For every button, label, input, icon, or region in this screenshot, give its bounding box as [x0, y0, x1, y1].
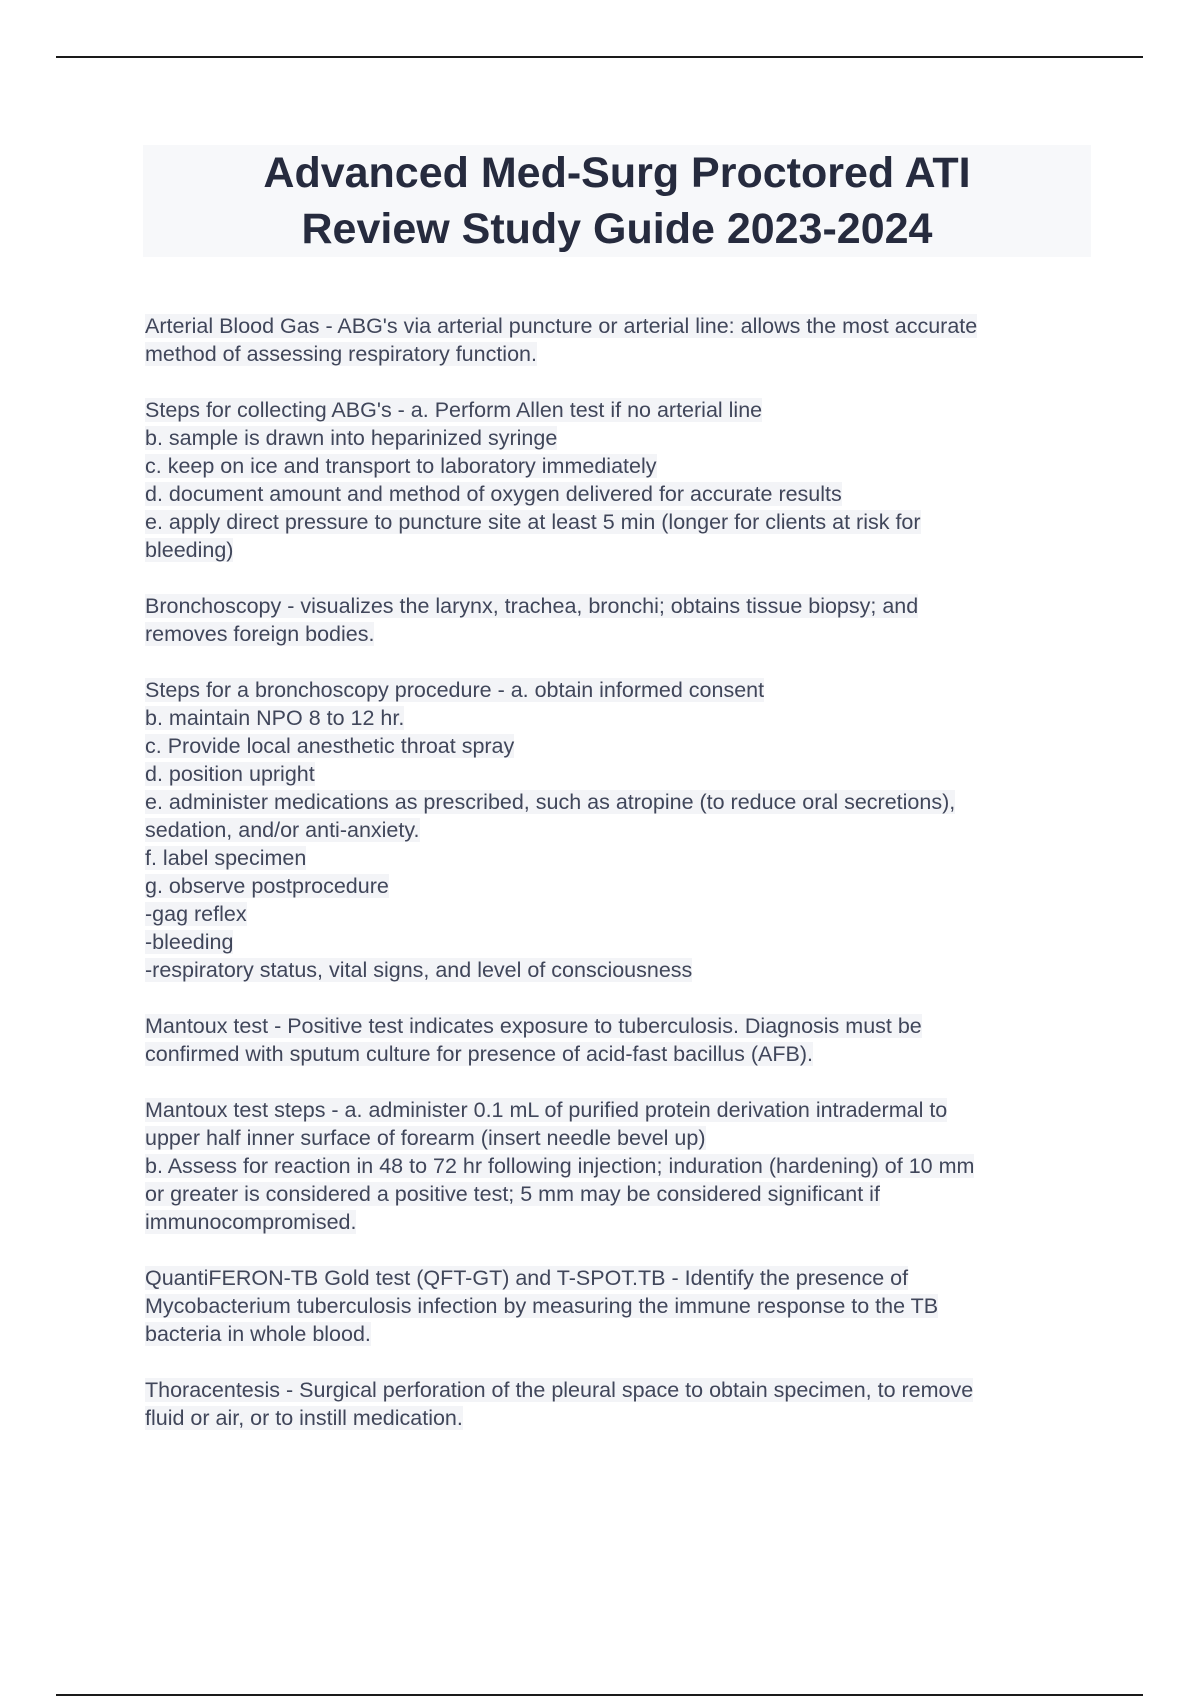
text-line: sedation, and/or anti-anxiety.: [145, 818, 420, 842]
text-line: b. sample is drawn into heparinized syringe: [145, 426, 558, 450]
entry-bronchoscopy-steps: [145, 676, 1091, 984]
text-line: b. maintain NPO 8 to 12 hr.: [145, 706, 405, 730]
text-line: d. position upright: [145, 762, 315, 786]
text-line: Thoracentesis - Surgical perforation of the pleural space to obtain specimen, to remove: [145, 1378, 974, 1402]
text-line: or greater is considered a positive test; 5 mm may be considered significant if: [145, 1182, 880, 1206]
text-line: d. document amount and method of oxygen delivered for accurate results: [145, 482, 842, 506]
text-line: upper half inner surface of forearm (insert needle bevel up): [145, 1126, 706, 1150]
text-line: QuantiFERON-TB Gold test (QFT-GT) and T-SPOT.TB - Identify the presence of: [145, 1266, 909, 1290]
text-line: Bronchoscopy - visualizes the larynx, trachea, bronchi; obtains tissue biopsy; and: [145, 594, 919, 618]
text-line: -respiratory status, vital signs, and level of consciousness: [145, 958, 693, 982]
entry-quantiferon: [145, 1264, 1091, 1348]
entry-abg-steps: [145, 396, 1091, 564]
title-banner: [143, 145, 1091, 257]
text-line: Mycobacterium tuberculosis infection by measuring the immune response to the TB: [145, 1294, 939, 1318]
title-line: Review Study Guide 2023-2024: [301, 205, 933, 253]
text-line: Arterial Blood Gas - ABG's via arterial puncture or arterial line: allows the most accurate: [145, 314, 978, 338]
text-line: c. Provide local anesthetic throat spray: [145, 734, 515, 758]
text-line: -gag reflex: [145, 902, 247, 926]
text-line: fluid or air, or to instill medication.: [145, 1406, 463, 1430]
bottom-rule: [56, 1694, 1143, 1696]
text-line: removes foreign bodies.: [145, 622, 375, 646]
text-line: method of assessing respiratory function.: [145, 342, 537, 366]
entry-mantoux-test: [145, 1012, 1091, 1068]
text-line: Mantoux test - Positive test indicates exposure to tuberculosis. Diagnosis must be: [145, 1014, 922, 1038]
text-line: immunocompromised.: [145, 1210, 357, 1234]
text-line: f. label specimen: [145, 846, 307, 870]
entry-thoracentesis: [145, 1376, 1091, 1432]
text-line: Steps for a bronchoscopy procedure - a. obtain informed consent: [145, 678, 765, 702]
text-line: confirmed with sputum culture for presence of acid-fast bacillus (AFB).: [145, 1042, 813, 1066]
study-guide-content: [145, 312, 1091, 1460]
text-line: bacteria in whole blood.: [145, 1322, 371, 1346]
text-line: c. keep on ice and transport to laboratory immediately: [145, 454, 657, 478]
text-line: g. observe postprocedure: [145, 874, 389, 898]
text-line: e. administer medications as prescribed, such as atropine (to reduce oral secretions),: [145, 790, 956, 814]
text-line: e. apply direct pressure to puncture site at least 5 min (longer for clients at risk for: [145, 510, 921, 534]
entry-bronchoscopy: [145, 592, 1091, 648]
text-line: Steps for collecting ABG's - a. Perform Allen test if no arterial line: [145, 398, 763, 422]
page-title: [263, 145, 970, 257]
entry-mantoux-steps: [145, 1096, 1091, 1236]
title-line: Advanced Med-Surg Proctored ATI: [263, 149, 971, 197]
text-line: Mantoux test steps - a. administer 0.1 mL of purified protein derivation intradermal to: [145, 1098, 948, 1122]
text-line: -bleeding: [145, 930, 234, 954]
entry-arterial-blood-gas: [145, 312, 1091, 368]
text-line: bleeding): [145, 538, 234, 562]
text-line: b. Assess for reaction in 48 to 72 hr following injection; induration (hardening) of 10 mm: [145, 1154, 975, 1178]
top-rule: [56, 56, 1143, 58]
